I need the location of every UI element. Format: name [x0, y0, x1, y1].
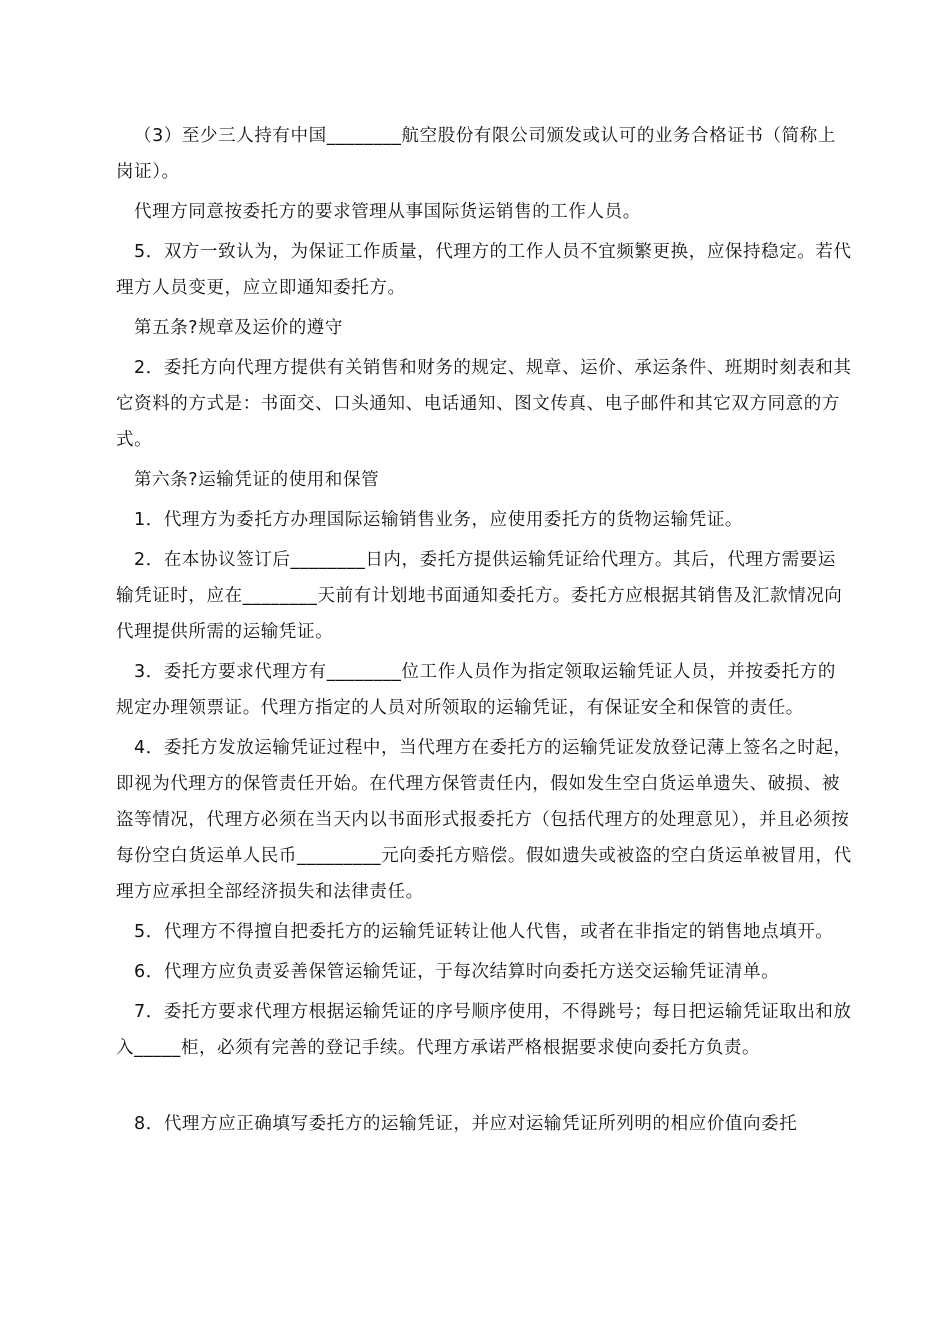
section-heading-article-5: 第五条?规章及运价的遵守 — [134, 318, 343, 338]
paragraph-document-supply: 2．在本协议签订后________日内，委托方提供运输凭证给代理方。其后，代理方需要运输凭证时，应在________天前有计划地书面通知委托方。委托方应根据其销售及汇款情况向代理提供所需的运输凭证。 — [116, 550, 843, 642]
paragraph-regulations-provision: 2．委托方向代理方提供有关销售和财务的规定、规章、运价、承运条件、班期时刻表和其它资料的方式是：书面交、口头通知、电话通知、图文传真、电子邮件和其它双方同意的方式。 — [116, 358, 852, 450]
paragraph-correct-filling: 8．代理方应正确填写委托方的运输凭证，并应对运输凭证所列明的相应价值向委托 — [134, 1114, 798, 1134]
document-body — [116, 118, 852, 1146]
paragraph-custody-responsibility: 4．委托方发放运输凭证过程中，当代理方在委托方的运输凭证发放登记薄上签名之时起，即视为代理方的保管责任开始。在代理方保管责任内，假如发生空白货运单遗失、破损、被盗等情况，代理方必须在当天内以书面形式报委托方（包括代理方的处理意见），并且必须按每份空白货运单人民币_________元向委托方赔偿。假如遗失或被盗的空白货运单被冒用，代理方应承担全部经济损失和法律责任。 — [116, 738, 852, 902]
paragraph-designated-staff: 3．委托方要求代理方有________位工作人员作为指定领取运输凭证人员，并按委托方的规定办理领票证。代理方指定的人员对所领取的运输凭证，有保证安全和保管的责任。 — [116, 662, 836, 718]
paragraph-no-transfer: 5．代理方不得擅自把委托方的运输凭证转让他人代售，或者在非指定的销售地点填开。 — [134, 922, 834, 942]
paragraph-sequential-use: 7．委托方要求代理方根据运输凭证的序号顺序使用，不得跳号；每日把运输凭证取出和放入_____柜，必须有完善的登记手续。代理方承诺严格根据要求使向委托方负责。 — [116, 1002, 852, 1058]
paragraph-qualification: （3）至少三人持有中国________航空股份有限公司颁发或认可的业务合格证书（简称上岗证）。 — [116, 126, 836, 182]
paragraph-staff-management: 代理方同意按委托方的要求管理从事国际货运销售的工作人员。 — [134, 202, 641, 222]
section-heading-article-6: 第六条?运输凭证的使用和保管 — [134, 470, 380, 490]
paragraph-staff-stability: 5．双方一致认为，为保证工作质量，代理方的工作人员不宜频繁更换，应保持稳定。若代理方人员变更，应立即通知委托方。 — [116, 242, 852, 298]
paragraph-safekeeping: 6．代理方应负责妥善保管运输凭证，于每次结算时向委托方送交运输凭证清单。 — [134, 962, 780, 982]
paragraph-use-documents: 1．代理方为委托方办理国际运输销售业务，应使用委托方的货物运输凭证。 — [134, 510, 744, 530]
